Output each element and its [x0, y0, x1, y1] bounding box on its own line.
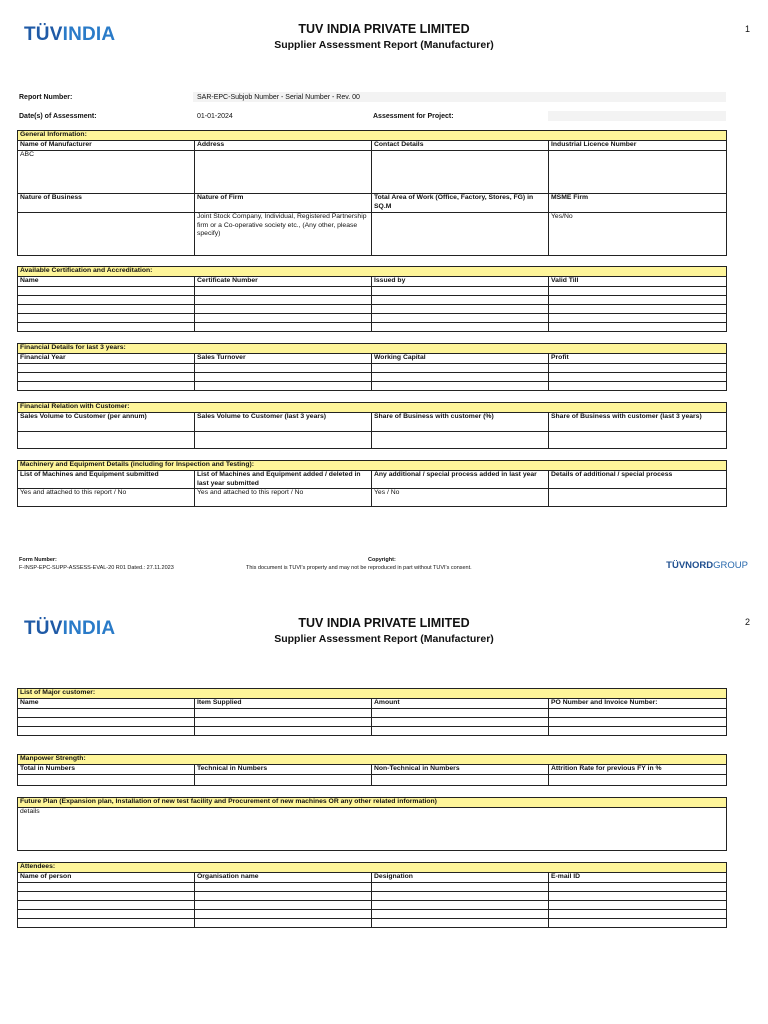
column-header: Item Supplied	[195, 699, 372, 709]
column-header: Any additional / special process added in last year	[372, 471, 549, 489]
table-cell[interactable]	[195, 323, 372, 332]
copyright-label: Copyright:	[368, 557, 396, 563]
table-row	[18, 287, 727, 296]
page-number: 2	[744, 617, 750, 627]
table-cell[interactable]	[195, 883, 372, 892]
table-cell[interactable]	[18, 775, 195, 786]
table-cell[interactable]	[18, 382, 195, 391]
table-cell[interactable]	[372, 314, 549, 323]
column-header: Sales Turnover	[195, 354, 372, 364]
table-cell[interactable]	[18, 432, 195, 449]
table-cell[interactable]	[372, 373, 549, 382]
table-row	[18, 364, 727, 373]
table-cell[interactable]	[195, 901, 372, 910]
column-header: Industrial Licence Number	[549, 141, 727, 151]
table-row	[18, 305, 727, 314]
table-cell[interactable]	[372, 910, 549, 919]
table-cell[interactable]	[549, 775, 727, 786]
table-cell[interactable]	[18, 901, 195, 910]
table-cell[interactable]	[195, 305, 372, 314]
column-header: Valid Till	[549, 277, 727, 287]
table-cell[interactable]	[372, 919, 549, 928]
column-header: Financial Year	[18, 354, 195, 364]
table-cell[interactable]	[195, 296, 372, 305]
table-cell[interactable]	[372, 364, 549, 373]
section-header: General Information:	[18, 131, 727, 141]
table-cell[interactable]	[18, 919, 195, 928]
table-cell[interactable]	[18, 364, 195, 373]
table-cell[interactable]	[195, 432, 372, 449]
manufacturer-name-cell[interactable]: ABC	[18, 151, 195, 194]
table-cell[interactable]	[372, 382, 549, 391]
table-cell[interactable]	[372, 432, 549, 449]
table-cell[interactable]	[549, 718, 727, 727]
project-label: Assessment for Project:	[373, 113, 454, 120]
table-row	[18, 296, 727, 305]
form-number-value: F-INSP-EPC-SUPP-ASSESS-EVAL-20 R01 Dated.: 27.11.2023	[19, 565, 174, 571]
table-cell[interactable]	[372, 727, 549, 736]
table-cell[interactable]	[549, 910, 727, 919]
column-header: Total Area of Work (Office, Factory, Stores, FG) in SQ.M	[372, 194, 549, 213]
column-header: Nature of Firm	[195, 194, 372, 213]
table-cell[interactable]	[18, 718, 195, 727]
table-cell[interactable]	[549, 901, 727, 910]
table-row	[18, 892, 727, 901]
table-cell[interactable]	[372, 892, 549, 901]
column-header: Details of additional / special process	[549, 471, 727, 489]
msme-firm-cell[interactable]: Yes/No	[549, 213, 727, 256]
table-row	[18, 489, 727, 507]
table-cell[interactable]	[372, 323, 549, 332]
table-cell[interactable]	[549, 919, 727, 928]
tuv-india-logo: TÜVINDIA	[24, 24, 116, 45]
table-cell[interactable]	[549, 709, 727, 718]
form-number-label: Form Number:	[19, 557, 57, 563]
licence-number-cell[interactable]	[549, 151, 727, 194]
table-row	[18, 883, 727, 892]
certification-table	[17, 266, 727, 332]
report-subtitle: Supplier Assessment Report (Manufacturer)	[274, 633, 494, 645]
table-cell[interactable]: Yes and attached to this report / No	[18, 489, 195, 507]
table-cell[interactable]	[18, 373, 195, 382]
column-header: Share of Business with customer (%)	[372, 413, 549, 432]
table-cell[interactable]	[549, 323, 727, 332]
column-header: Technical in Numbers	[195, 765, 372, 775]
column-header: Working Capital	[372, 354, 549, 364]
section-header: Machinery and Equipment Details (including for Inspection and Testing):	[18, 461, 727, 471]
section-header: List of Major customer:	[18, 689, 727, 699]
table-row	[18, 901, 727, 910]
table-row	[18, 775, 727, 786]
table-cell[interactable]	[195, 287, 372, 296]
table-cell[interactable]	[195, 919, 372, 928]
table-row	[18, 910, 727, 919]
dates-value[interactable]: 01-01-2024	[197, 113, 233, 120]
financial-details-table	[17, 343, 727, 391]
table-cell[interactable]	[18, 305, 195, 314]
table-cell[interactable]	[18, 323, 195, 332]
table-cell[interactable]	[549, 883, 727, 892]
report-subtitle: Supplier Assessment Report (Manufacturer)	[274, 39, 494, 51]
column-header: Organisation name	[195, 873, 372, 883]
table-cell[interactable]	[372, 296, 549, 305]
table-row	[18, 432, 727, 449]
machinery-equipment-table	[17, 460, 727, 507]
table-cell[interactable]	[372, 709, 549, 718]
column-header: Amount	[372, 699, 549, 709]
table-row	[18, 323, 727, 332]
column-header: Certificate Number	[195, 277, 372, 287]
table-cell[interactable]	[549, 382, 727, 391]
major-customer-table	[17, 688, 727, 736]
table-cell[interactable]	[195, 709, 372, 718]
company-title: TUV INDIA PRIVATE LIMITED	[298, 616, 470, 630]
table-cell[interactable]	[372, 718, 549, 727]
table-cell[interactable]	[372, 305, 549, 314]
table-cell[interactable]	[195, 892, 372, 901]
table-cell[interactable]	[195, 727, 372, 736]
future-plan-table	[17, 797, 727, 851]
table-cell[interactable]	[18, 727, 195, 736]
table-cell[interactable]	[18, 883, 195, 892]
table-cell[interactable]	[549, 432, 727, 449]
table-cell[interactable]	[195, 775, 372, 786]
column-header: Profit	[549, 354, 727, 364]
table-row	[18, 314, 727, 323]
table-cell[interactable]	[18, 709, 195, 718]
column-header: PO Number and Invoice Number:	[549, 699, 727, 709]
table-cell[interactable]	[549, 364, 727, 373]
column-header: Total in Numbers	[18, 765, 195, 775]
section-header: Financial Relation with Customer:	[18, 403, 727, 413]
table-cell[interactable]: Yes and attached to this report / No	[195, 489, 372, 507]
contact-details-cell[interactable]	[372, 151, 549, 194]
copyright-text: This document is TUVI's property and may not be reproduced in part without TUVI's consent.	[246, 565, 472, 571]
table-cell[interactable]	[549, 287, 727, 296]
section-header: Financial Details for last 3 years:	[18, 344, 727, 354]
column-header: Address	[195, 141, 372, 151]
table-cell[interactable]	[549, 727, 727, 736]
column-header: Sales Volume to Customer (last 3 years)	[195, 413, 372, 432]
project-field[interactable]	[548, 111, 726, 121]
column-header: Name of person	[18, 873, 195, 883]
table-cell[interactable]	[195, 364, 372, 373]
column-header: Name	[18, 277, 195, 287]
column-header: List of Machines and Equipment submitted	[18, 471, 195, 489]
table-row	[18, 718, 727, 727]
table-row	[18, 919, 727, 928]
table-row	[18, 709, 727, 718]
section-header: Attendees:	[18, 863, 727, 873]
future-plan-details-cell[interactable]: details	[18, 808, 727, 851]
table-cell[interactable]	[195, 314, 372, 323]
table-cell[interactable]	[549, 305, 727, 314]
report-number-value: SAR-EPC-Subjob Number - Serial Number - Rev. 00	[197, 94, 360, 101]
table-cell[interactable]	[18, 314, 195, 323]
table-cell[interactable]	[18, 910, 195, 919]
column-header: Sales Volume to Customer (per annum)	[18, 413, 195, 432]
column-header: Non-Technical in Numbers	[372, 765, 549, 775]
table-cell[interactable]	[372, 287, 549, 296]
table-cell[interactable]	[549, 296, 727, 305]
table-row	[18, 373, 727, 382]
company-title: TUV INDIA PRIVATE LIMITED	[298, 22, 470, 36]
general-information-table	[17, 130, 727, 256]
table-cell[interactable]	[372, 901, 549, 910]
column-header: Designation	[372, 873, 549, 883]
section-header: Future Plan (Expansion plan, Installation of new test facility and Procurement of new machines OR any other related information)	[18, 798, 727, 808]
page-number: 1	[744, 24, 750, 34]
column-header: Issued by	[372, 277, 549, 287]
manpower-strength-table	[17, 754, 727, 786]
table-cell[interactable]	[195, 910, 372, 919]
section-header: Manpower Strength:	[18, 755, 727, 765]
table-row	[18, 382, 727, 391]
address-cell[interactable]	[195, 151, 372, 194]
column-header: Share of Business with customer (last 3 years)	[549, 413, 727, 432]
section-header: Available Certification and Accreditation:	[18, 267, 727, 277]
table-cell[interactable]	[549, 314, 727, 323]
attendees-table	[17, 862, 727, 928]
table-cell[interactable]	[372, 883, 549, 892]
total-area-cell[interactable]	[372, 213, 549, 256]
financial-relation-table	[17, 402, 727, 449]
table-cell[interactable]	[195, 382, 372, 391]
column-header: Contact Details	[372, 141, 549, 151]
nature-of-business-cell[interactable]	[18, 213, 195, 256]
table-cell[interactable]	[549, 489, 727, 507]
column-header: List of Machines and Equipment added / deleted in last year submitted	[195, 471, 372, 489]
tuv-nord-group-logo: TÜVNORDGROUP	[666, 560, 748, 571]
column-header: Name	[18, 699, 195, 709]
column-header: Nature of Business	[18, 194, 195, 213]
column-header: MSME Firm	[549, 194, 727, 213]
column-header: Name of Manufacturer	[18, 141, 195, 151]
table-cell[interactable]	[549, 892, 727, 901]
table-cell[interactable]	[372, 775, 549, 786]
report-number-label: Report Number:	[19, 94, 73, 101]
nature-of-firm-cell[interactable]: Joint Stock Company, Individual, Registered Partnership firm or a Co-operative society etc., (Any other, please specify)	[195, 213, 372, 256]
table-cell[interactable]	[18, 296, 195, 305]
table-cell[interactable]	[549, 373, 727, 382]
tuv-india-logo: TÜVINDIA	[24, 618, 116, 639]
column-header: E-mail ID	[549, 873, 727, 883]
table-cell[interactable]: Yes / No	[372, 489, 549, 507]
table-row	[18, 727, 727, 736]
table-cell[interactable]	[195, 373, 372, 382]
column-header: Attrition Rate for previous FY in %	[549, 765, 727, 775]
table-cell[interactable]	[18, 287, 195, 296]
dates-label: Date(s) of Assessment:	[19, 113, 97, 120]
table-cell[interactable]	[195, 718, 372, 727]
table-cell[interactable]	[18, 892, 195, 901]
page-2	[0, 600, 768, 1024]
